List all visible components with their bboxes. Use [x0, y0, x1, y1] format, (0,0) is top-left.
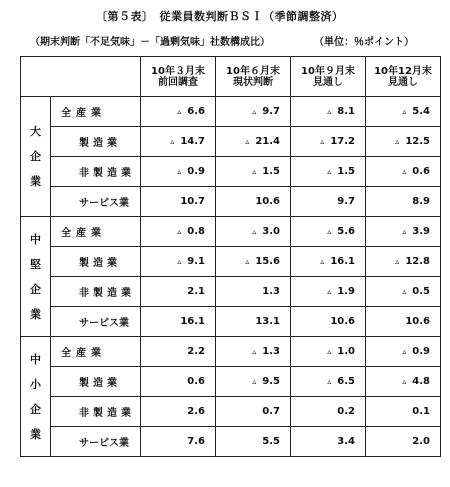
group-label-char: 業 [30, 427, 41, 441]
column-header-line2: 現状判断 [233, 76, 273, 88]
value-number: 14.7 [180, 136, 205, 147]
category-label: 製造業 [51, 247, 141, 277]
value-number: 0.1 [412, 406, 430, 417]
value-number: 0.6 [412, 166, 430, 177]
column-header-line1: 10年12月末 [374, 65, 432, 77]
value-number: 10.7 [180, 196, 205, 207]
group-label-char: 業 [30, 307, 41, 321]
category-label: 非製造業 [51, 397, 141, 427]
value-cell [141, 307, 216, 337]
table-row [21, 247, 441, 277]
negative-marker: ▵ [252, 377, 257, 386]
group-label-char: 中 [30, 232, 41, 246]
value-cell [291, 337, 366, 367]
value-number: 2.6 [187, 406, 205, 417]
value-number: 12.5 [405, 136, 430, 147]
value-cell [216, 217, 291, 247]
negative-marker: ▵ [170, 137, 175, 146]
value-number: 3.0 [262, 226, 280, 237]
value-cell [216, 97, 291, 127]
value-number: 1.5 [337, 166, 355, 177]
table-row [21, 307, 441, 337]
header-row [21, 57, 441, 97]
value-number: 5.5 [262, 436, 280, 447]
value-number: 1.0 [337, 346, 355, 357]
value-number: 10.6 [330, 316, 355, 327]
negative-marker: ▵ [245, 137, 250, 146]
negative-marker: ▵ [320, 137, 325, 146]
value-cell [216, 247, 291, 277]
group-label-char: 小 [30, 377, 41, 391]
column-header-1 [216, 57, 291, 97]
negative-marker: ▵ [320, 257, 325, 266]
negative-marker: ▵ [402, 107, 407, 116]
value-number: 0.8 [187, 226, 205, 237]
value-number: 0.2 [337, 406, 355, 417]
value-number: 1.3 [262, 346, 280, 357]
value-number: 5.4 [412, 106, 430, 117]
value-cell [291, 127, 366, 157]
negative-marker: ▵ [402, 287, 407, 296]
table-title: 〔第５表〕 従業員数判断ＢＳＩ（季節調整済） [96, 10, 344, 23]
negative-marker: ▵ [252, 227, 257, 236]
value-number: 5.6 [337, 226, 355, 237]
column-header-line2: 前回調査 [158, 76, 198, 88]
negative-marker: ▵ [402, 227, 407, 236]
value-number: 9.5 [262, 376, 280, 387]
value-cell [216, 157, 291, 187]
unit-label: （単位：％ポイント） [314, 37, 414, 48]
negative-marker: ▵ [177, 167, 182, 176]
value-cell [216, 187, 291, 217]
value-cell [141, 427, 216, 457]
value-number: 12.8 [405, 256, 430, 267]
value-number: 1.3 [262, 286, 280, 297]
value-cell [216, 397, 291, 427]
value-cell [291, 427, 366, 457]
value-cell [141, 127, 216, 157]
negative-marker: ▵ [327, 377, 332, 386]
value-cell [141, 97, 216, 127]
category-label: 非製造業 [51, 157, 141, 187]
value-cell [141, 187, 216, 217]
header-corner [21, 57, 141, 97]
value-cell [291, 307, 366, 337]
value-cell [291, 277, 366, 307]
value-number: 8.9 [412, 196, 430, 207]
value-number: 16.1 [180, 316, 205, 327]
value-number: 21.4 [255, 136, 280, 147]
negative-marker: ▵ [402, 347, 407, 356]
value-cell [291, 97, 366, 127]
value-cell [141, 217, 216, 247]
value-number: 3.4 [337, 436, 355, 447]
value-cell [366, 397, 441, 427]
value-number: 16.1 [330, 256, 355, 267]
value-cell [366, 277, 441, 307]
negative-marker: ▵ [177, 257, 182, 266]
group-label [21, 217, 51, 337]
table-row [21, 157, 441, 187]
value-cell [216, 307, 291, 337]
value-cell [141, 367, 216, 397]
value-cell [216, 337, 291, 367]
negative-marker: ▵ [327, 287, 332, 296]
column-header-line1: 10年９月末 [301, 65, 355, 77]
negative-marker: ▵ [327, 107, 332, 116]
table-row [21, 427, 441, 457]
value-cell [366, 307, 441, 337]
value-number: 0.9 [187, 166, 205, 177]
negative-marker: ▵ [395, 257, 400, 266]
table-row [21, 187, 441, 217]
group-label-char: 大 [30, 125, 41, 138]
value-number: 9.7 [337, 196, 355, 207]
value-cell [366, 127, 441, 157]
value-cell [291, 187, 366, 217]
category-label: 製造業 [51, 127, 141, 157]
negative-marker: ▵ [252, 107, 257, 116]
value-cell [366, 187, 441, 217]
table-row [21, 367, 441, 397]
column-header-line2: 見通し [388, 76, 418, 88]
group-label-char: 企 [30, 282, 41, 296]
value-number: 4.8 [412, 376, 430, 387]
table-subtitle: （期末判断「不足気味」－「過剰気味」社数構成比） [30, 37, 270, 48]
value-cell [141, 277, 216, 307]
value-number: 13.1 [255, 316, 280, 327]
negative-marker: ▵ [402, 377, 407, 386]
group-label [21, 97, 51, 217]
value-number: 2.0 [412, 436, 430, 447]
value-number: 8.1 [337, 106, 355, 117]
group-label-char: 業 [30, 175, 41, 188]
value-number: 9.7 [262, 106, 280, 117]
value-number: 10.6 [255, 196, 280, 207]
negative-marker: ▵ [252, 347, 257, 356]
table-row [21, 127, 441, 157]
negative-marker: ▵ [395, 137, 400, 146]
value-number: 10.6 [405, 316, 430, 327]
value-cell [141, 397, 216, 427]
value-cell [291, 367, 366, 397]
category-label: 全産業 [51, 337, 141, 367]
negative-marker: ▵ [402, 167, 407, 176]
value-cell [216, 127, 291, 157]
negative-marker: ▵ [177, 227, 182, 236]
value-cell [366, 97, 441, 127]
category-label: サービス業 [51, 427, 141, 457]
negative-marker: ▵ [252, 167, 257, 176]
value-cell [291, 217, 366, 247]
negative-marker: ▵ [327, 227, 332, 236]
column-header-line1: 10年３月末 [151, 65, 205, 77]
group-label [21, 337, 51, 457]
value-number: 0.9 [412, 346, 430, 357]
bsi-table [20, 56, 441, 457]
value-number: 0.7 [262, 406, 280, 417]
value-number: 6.5 [337, 376, 355, 387]
value-cell [141, 157, 216, 187]
category-label: 非製造業 [51, 277, 141, 307]
value-number: 3.9 [412, 226, 430, 237]
value-cell [366, 337, 441, 367]
negative-marker: ▵ [327, 347, 332, 356]
category-label: サービス業 [51, 307, 141, 337]
value-number: 7.6 [187, 436, 205, 447]
column-header-3 [366, 57, 441, 97]
negative-marker: ▵ [327, 167, 332, 176]
table-body [21, 97, 441, 457]
group-label-char: 中 [30, 352, 41, 366]
group-label-char: 企 [30, 402, 41, 416]
value-cell [141, 337, 216, 367]
table-row [21, 217, 441, 247]
column-header-line1: 10年６月末 [226, 65, 280, 77]
value-cell [291, 397, 366, 427]
column-header-0 [141, 57, 216, 97]
value-number: 6.6 [187, 106, 205, 117]
column-header-line2: 見通し [313, 76, 343, 88]
negative-marker: ▵ [177, 107, 182, 116]
category-label: サービス業 [51, 187, 141, 217]
value-number: 15.6 [255, 256, 280, 267]
category-label: 全産業 [51, 97, 141, 127]
value-number: 1.9 [337, 286, 355, 297]
column-header-2 [291, 57, 366, 97]
value-cell [366, 217, 441, 247]
negative-marker: ▵ [245, 257, 250, 266]
value-number: 0.6 [187, 376, 205, 387]
group-label-char: 堅 [30, 257, 41, 271]
value-number: 17.2 [330, 136, 355, 147]
value-cell [366, 427, 441, 457]
value-cell [291, 247, 366, 277]
value-number: 9.1 [187, 256, 205, 267]
value-cell [366, 367, 441, 397]
value-number: 2.2 [187, 346, 205, 357]
table-row [21, 337, 441, 367]
value-cell [366, 157, 441, 187]
value-number: 2.1 [187, 286, 205, 297]
value-cell [291, 157, 366, 187]
category-label: 製造業 [51, 367, 141, 397]
value-number: 1.5 [262, 166, 280, 177]
value-number: 0.5 [412, 286, 430, 297]
value-cell [366, 247, 441, 277]
value-cell [216, 427, 291, 457]
group-label-char: 企 [30, 150, 41, 163]
table-row [21, 97, 441, 127]
value-cell [216, 367, 291, 397]
category-label: 全産業 [51, 217, 141, 247]
table-row [21, 397, 441, 427]
value-cell [216, 277, 291, 307]
table-row [21, 277, 441, 307]
value-cell [141, 247, 216, 277]
